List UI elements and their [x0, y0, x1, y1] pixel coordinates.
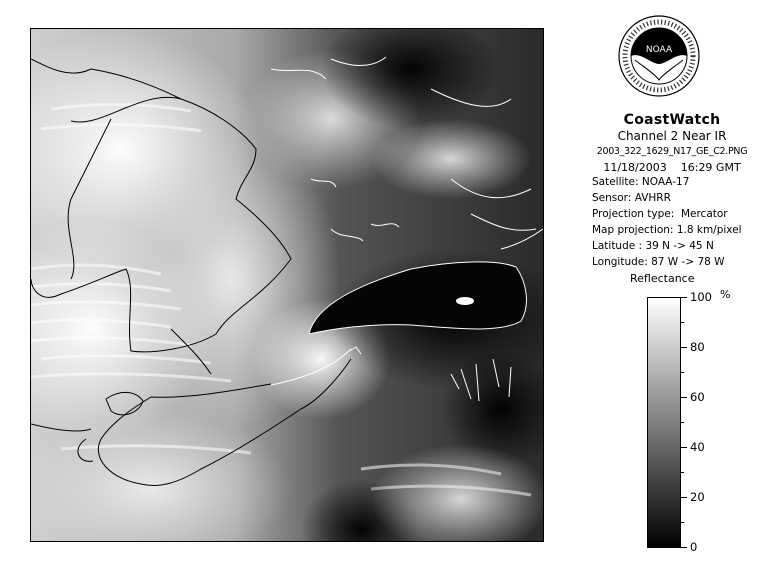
meta-value: Mercator	[680, 208, 728, 220]
colorbar-label-100: 100	[690, 290, 712, 304]
colorbar-minor-tick	[680, 322, 684, 323]
noaa-logo-icon	[617, 14, 701, 98]
meta-projection-type	[592, 208, 728, 220]
meta-sensor	[592, 192, 671, 204]
meta-label: Longitude:	[592, 256, 648, 268]
meta-label: Map projection:	[592, 224, 674, 236]
colorbar-tick	[680, 397, 687, 398]
channel-label: Channel 2 Near IR	[617, 129, 727, 143]
acquisition-datetime	[562, 161, 782, 174]
colorbar-minor-tick	[680, 372, 684, 373]
meta-value: 87 W -> 78 W	[651, 256, 725, 268]
meta-label: Latitude :	[592, 240, 643, 252]
colorbar-label-20: 20	[690, 490, 705, 504]
meta-value: 39 N -> 45 N	[645, 240, 714, 252]
brand-title: CoastWatch	[623, 112, 721, 128]
colorbar-tick	[680, 447, 687, 448]
colorbar-minor-tick	[680, 422, 684, 423]
meta-label: Sensor:	[592, 192, 632, 204]
meta-map-projection	[592, 224, 742, 236]
colorbar	[647, 297, 681, 548]
colorbar-minor-tick	[680, 522, 684, 523]
colorbar-title: Reflectance	[630, 272, 695, 285]
satellite-image	[30, 28, 544, 542]
colorbar-tick	[680, 497, 687, 498]
colorbar-label-60: 60	[690, 390, 705, 404]
noaa-logo-text: NOAA	[645, 45, 673, 55]
lake-cloud-patch	[456, 297, 474, 305]
meta-longitude	[592, 256, 725, 268]
meta-value: NOAA-17	[641, 176, 690, 188]
colorbar-unit: %	[720, 288, 731, 301]
colorbar-label-40: 40	[690, 440, 705, 454]
colorbar-tick	[680, 297, 687, 298]
acquisition-time: 16:29 GMT	[680, 161, 741, 174]
colorbar-tick	[680, 347, 687, 348]
colorbar-label-0: 0	[690, 540, 698, 554]
colorbar-tick	[680, 547, 687, 548]
near-ir-reflectance-map	[31, 29, 543, 541]
noaa-logo	[617, 14, 701, 102]
colorbar-label-80: 80	[690, 340, 705, 354]
meta-value: AVHRR	[634, 192, 671, 204]
meta-label: Projection type:	[592, 208, 675, 220]
meta-label: Satellite:	[592, 176, 639, 188]
colorbar-minor-tick	[680, 472, 684, 473]
meta-satellite	[592, 176, 689, 188]
file-name: 2003_322_1629_N17_GE_C2.PNG	[596, 146, 748, 157]
meta-latitude	[592, 240, 714, 252]
meta-value: 1.8 km/pixel	[676, 224, 742, 236]
acquisition-date: 11/18/2003	[603, 161, 667, 174]
cloud-band-northeast	[371, 119, 531, 199]
